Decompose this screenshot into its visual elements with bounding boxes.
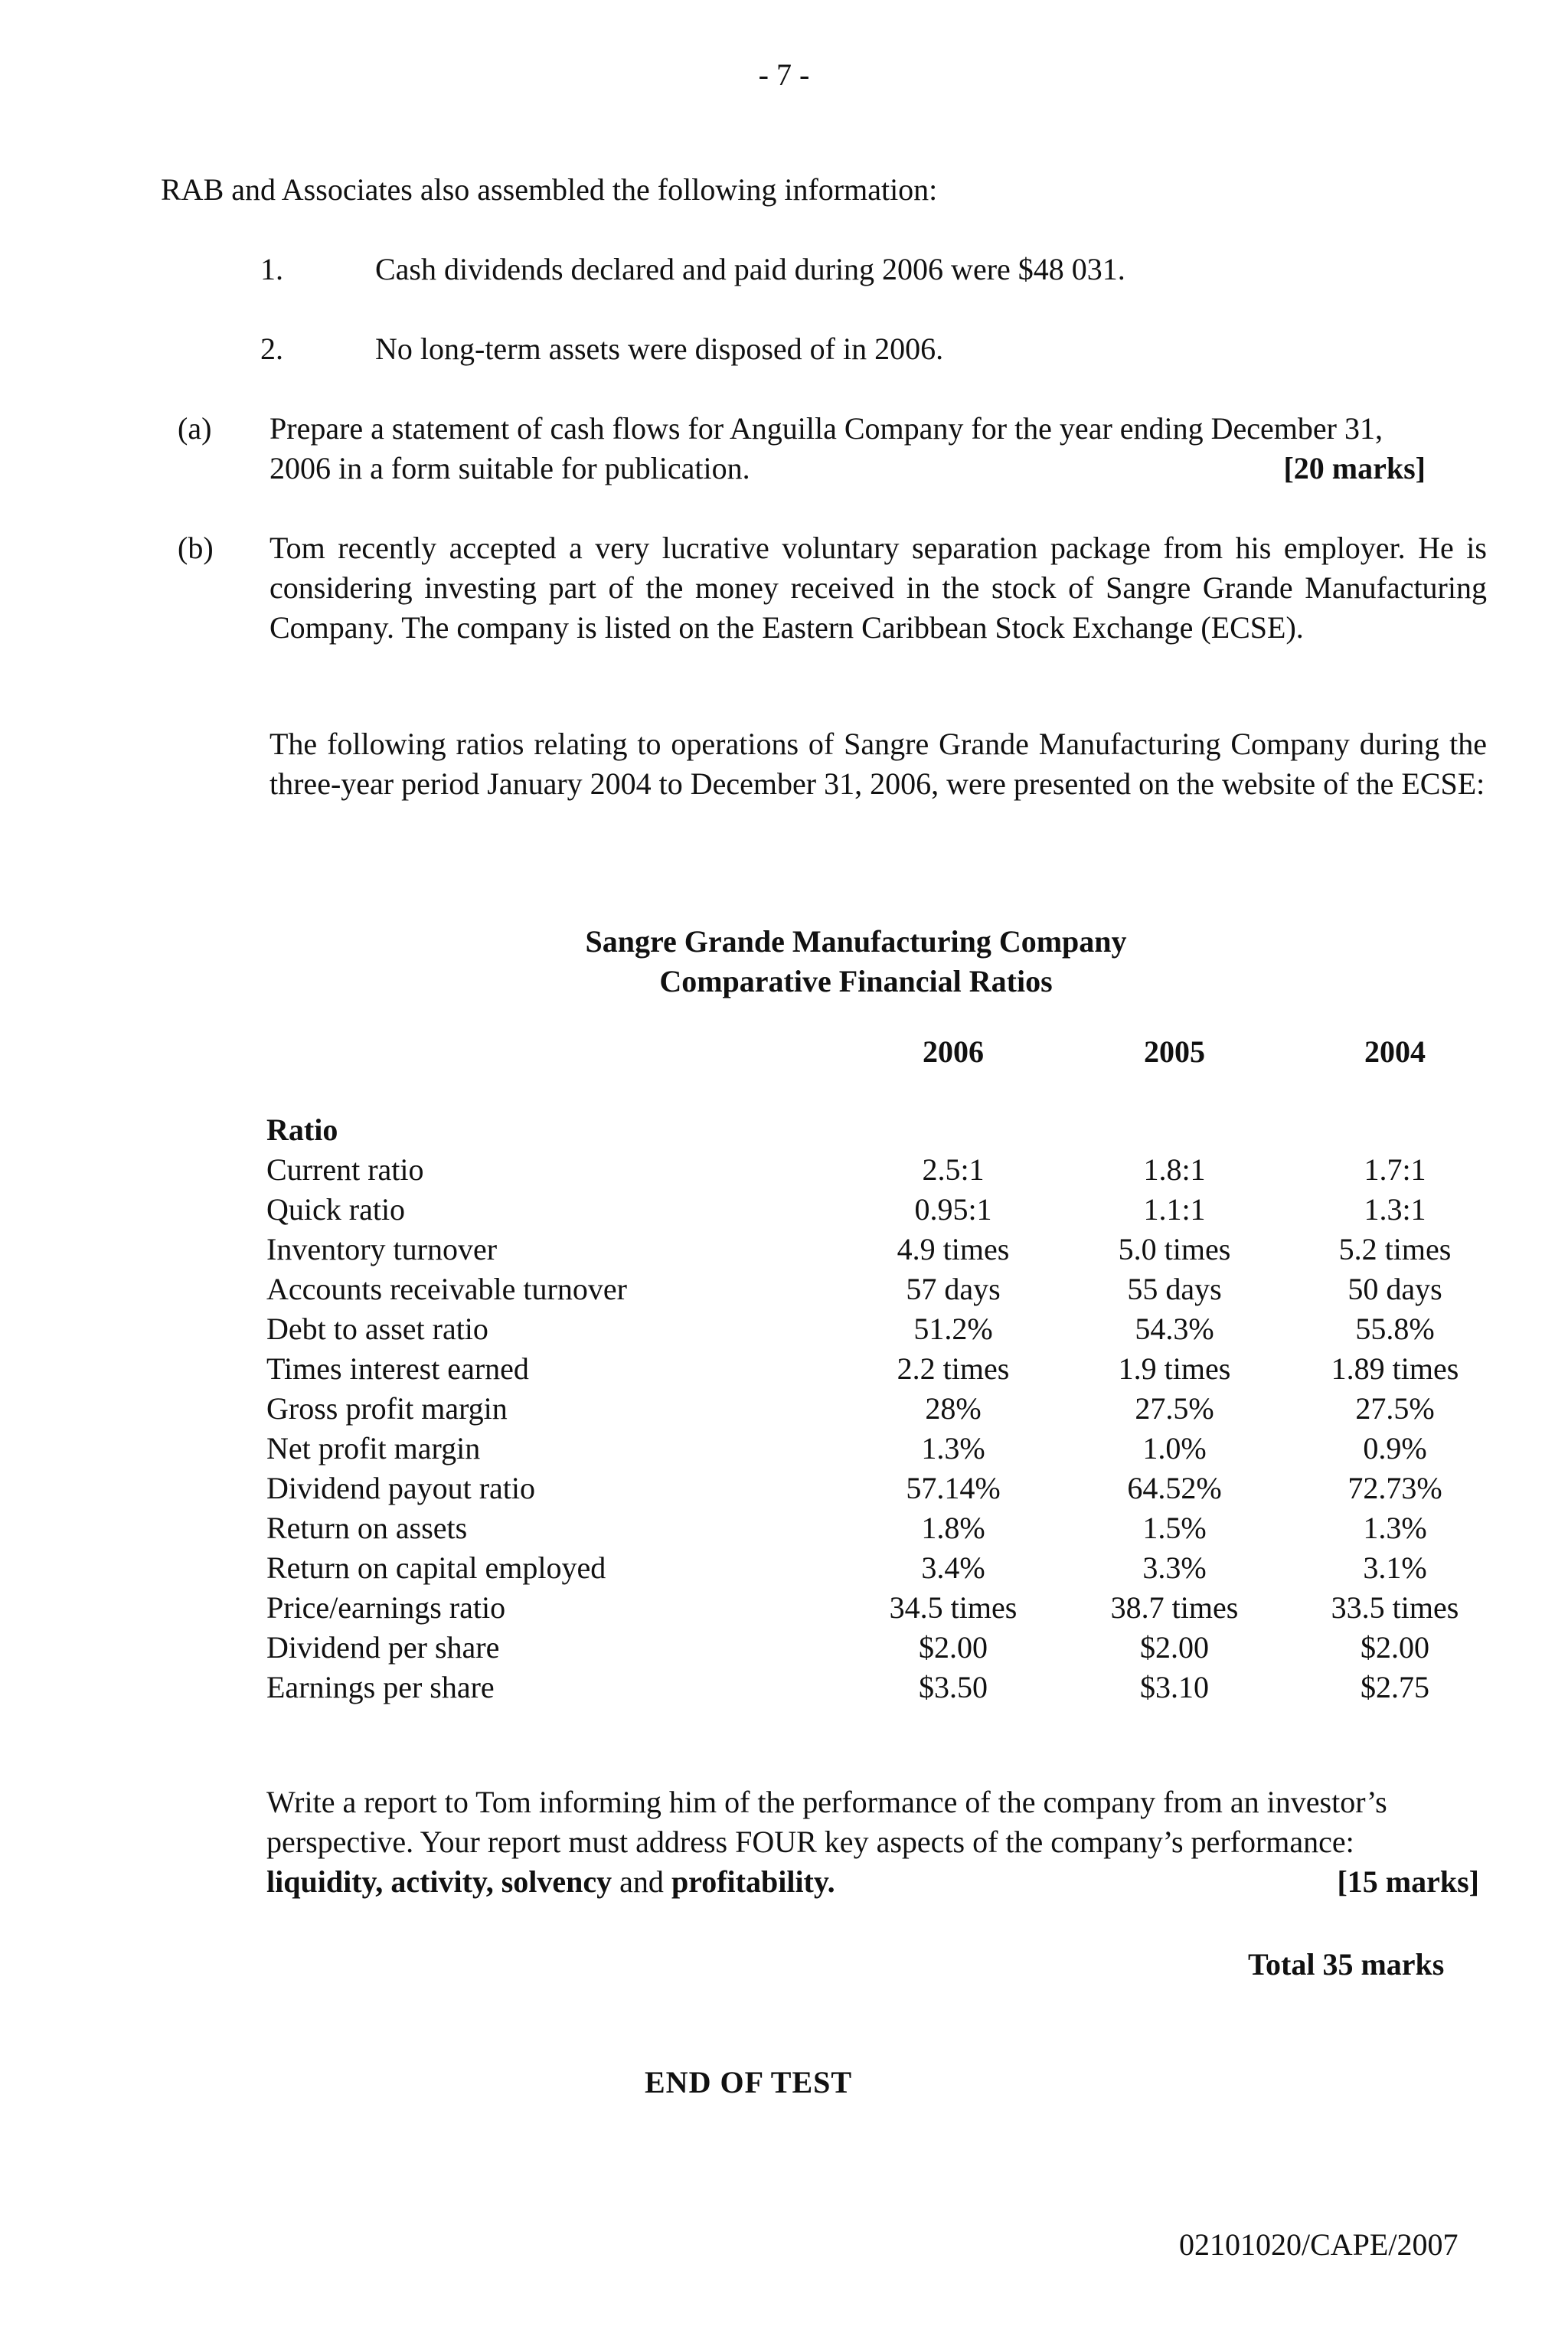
ratio-label: Dividend per share [266, 1630, 500, 1665]
table-title-line2: Comparative Financial Ratios [659, 964, 1053, 998]
value-2006: 28% [925, 1391, 982, 1426]
ratio-header-row [266, 1110, 1505, 1150]
table-row [266, 1668, 1505, 1707]
part-a-line2-text: 2006 in a form suitable for publication. [270, 451, 750, 485]
part-b-para2: The following ratios relating to operations of Sangre Grande Manufacturing Company during the three-year period January 2004 to December 31, 2006, were presented on the website of the ECSE: [270, 727, 1487, 801]
value-2006: $2.00 [919, 1630, 988, 1665]
value-2006: 3.4% [921, 1550, 985, 1585]
ratio-label: Times interest earned [266, 1351, 529, 1386]
page-number: - 7 - [758, 57, 810, 92]
value-2004: $2.75 [1361, 1670, 1429, 1704]
year-2005-header: 2005 [1144, 1034, 1205, 1069]
ratio-label: Debt to asset ratio [266, 1312, 488, 1346]
value-2005: 1.8:1 [1143, 1152, 1206, 1187]
value-2005: 55 days [1127, 1272, 1222, 1306]
value-2004: 3.1% [1363, 1550, 1427, 1585]
table-title [0, 922, 1568, 1001]
intro-text: RAB and Associates also assembled the following information: [161, 172, 938, 207]
value-2005: $3.10 [1140, 1670, 1209, 1704]
table-row [266, 1429, 1505, 1469]
table-row [266, 1469, 1505, 1508]
report-line2: perspective. Your report must address FOUR key aspects of the company’s performance: [266, 1825, 1354, 1859]
table-row [266, 1269, 1505, 1309]
value-2004: 27.5% [1355, 1391, 1435, 1426]
value-2005: $2.00 [1140, 1630, 1209, 1665]
value-2004: 1.7:1 [1364, 1152, 1426, 1187]
part-b-label: (b) [178, 531, 214, 565]
year-header-row [266, 1032, 1505, 1110]
year-2006-header: 2006 [923, 1034, 984, 1069]
value-2004: 72.73% [1348, 1471, 1442, 1505]
header-blank [1064, 1110, 1285, 1150]
ratio-label: Price/earnings ratio [266, 1590, 506, 1625]
aspect-and: and [619, 1864, 664, 1899]
value-2005: 64.52% [1127, 1471, 1222, 1505]
table-row [266, 1349, 1505, 1389]
value-2006: $3.50 [919, 1670, 988, 1704]
ratio-label: Current ratio [266, 1152, 424, 1187]
value-2006: 0.95:1 [914, 1192, 992, 1227]
part-a-question [270, 409, 1487, 488]
ratio-label: Quick ratio [266, 1192, 406, 1227]
value-2005: 1.1:1 [1143, 1192, 1206, 1227]
value-2006: 2.2 times [897, 1351, 1010, 1386]
value-2005: 1.0% [1142, 1431, 1207, 1465]
part-a-marks: [20 marks] [1283, 451, 1426, 485]
value-2004: 1.3:1 [1364, 1192, 1426, 1227]
footer-code: 02101020/CAPE/2007 [1179, 2227, 1459, 2262]
aspect-activity: activity, [390, 1864, 494, 1899]
table-row [266, 1309, 1505, 1349]
header-blank [842, 1110, 1064, 1150]
value-2004: 55.8% [1355, 1312, 1435, 1346]
value-2006: 1.3% [921, 1431, 985, 1465]
table-row [266, 1508, 1505, 1548]
ratio-label: Return on assets [266, 1511, 468, 1545]
value-2006: 2.5:1 [922, 1152, 985, 1187]
ratio-table [266, 1032, 1505, 1707]
value-2004: 33.5 times [1331, 1590, 1459, 1625]
value-2006: 57.14% [906, 1471, 1001, 1505]
table-row [266, 1190, 1505, 1230]
value-2006: 57 days [906, 1272, 1001, 1306]
value-2005: 1.9 times [1118, 1351, 1231, 1386]
aspect-profitability: profitability. [671, 1864, 835, 1899]
report-instructions [266, 1782, 1485, 1902]
aspect-solvency: solvency [501, 1864, 612, 1899]
value-2004: 1.3% [1363, 1511, 1427, 1545]
year-2004-header: 2004 [1364, 1034, 1426, 1069]
table-title-line1: Sangre Grande Manufacturing Company [585, 924, 1127, 959]
value-2004: 0.9% [1363, 1431, 1427, 1465]
table-row [266, 1548, 1505, 1588]
header-blank [1285, 1110, 1505, 1150]
value-2006: 4.9 times [897, 1232, 1010, 1266]
value-2006: 34.5 times [889, 1590, 1018, 1625]
item-text: No long-term assets were disposed of in 2006. [375, 332, 944, 366]
part-b-paragraph-1 [270, 528, 1487, 648]
value-2006: 1.8% [921, 1511, 985, 1545]
value-2005: 5.0 times [1118, 1232, 1231, 1266]
part-b-para1: Tom recently accepted a very lucrative voluntary separation package from his employer. He is considering investing part of the money received in the stock of Sangre Grande Manufacturing Company. The company is listed on the Eastern Caribbean Stock Exchange (ECSE). [270, 531, 1487, 645]
value-2006: 51.2% [913, 1312, 993, 1346]
table-row [266, 1150, 1505, 1190]
value-2004: 1.89 times [1331, 1351, 1459, 1386]
value-2005: 54.3% [1135, 1312, 1214, 1346]
aspect-liquidity: liquidity, [266, 1864, 384, 1899]
value-2005: 3.3% [1142, 1550, 1207, 1585]
part-a-label: (a) [178, 411, 212, 446]
ratio-label: Accounts receivable turnover [266, 1272, 627, 1306]
report-line1: Write a report to Tom informing him of the performance of the company from an investor’s [266, 1785, 1387, 1819]
value-2004: 50 days [1348, 1272, 1442, 1306]
total-marks: Total 35 marks [1248, 1947, 1445, 1982]
table-row [266, 1588, 1505, 1628]
value-2004: $2.00 [1361, 1630, 1429, 1665]
part-b-marks: [15 marks] [1337, 1864, 1479, 1899]
header-spacer [266, 1032, 842, 1110]
ratio-label: Net profit margin [266, 1431, 481, 1465]
item-number: 1. [260, 252, 283, 286]
value-2005: 38.7 times [1110, 1590, 1239, 1625]
ratio-label: Inventory turnover [266, 1232, 498, 1266]
ratio-label: Dividend payout ratio [266, 1471, 536, 1505]
end-of-test: END OF TEST [645, 2065, 853, 2099]
table-row [266, 1389, 1505, 1429]
ratio-column-header: Ratio [266, 1113, 338, 1147]
value-2004: 5.2 times [1338, 1232, 1452, 1266]
report-line3 [266, 1862, 1485, 1902]
item-number: 2. [260, 332, 283, 366]
item-text: Cash dividends declared and paid during 2006 were $48 031. [375, 252, 1125, 286]
value-2005: 27.5% [1135, 1391, 1214, 1426]
part-b-paragraph-2 [270, 724, 1487, 804]
part-a-line2 [270, 449, 1487, 488]
value-2005: 1.5% [1142, 1511, 1207, 1545]
ratio-label: Return on capital employed [266, 1550, 606, 1585]
ratio-label: Gross profit margin [266, 1391, 508, 1426]
part-a-line1: Prepare a statement of cash flows for Anguilla Company for the year ending December 31, [270, 411, 1383, 446]
table-row [266, 1230, 1505, 1269]
table-row [266, 1628, 1505, 1668]
ratio-label: Earnings per share [266, 1670, 495, 1704]
